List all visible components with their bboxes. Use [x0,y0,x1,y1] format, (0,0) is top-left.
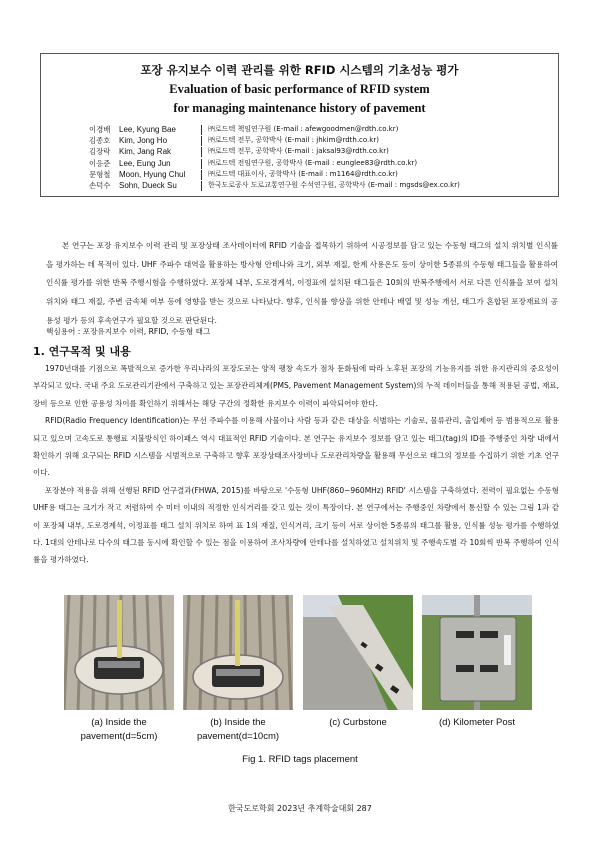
korean-title: 포장 유지보수 이력 관리를 위한 RFID 시스템의 기초성능 평가 [140,63,459,77]
author-english-name: Kim, Jang Rak [119,147,172,157]
author-row [89,135,549,146]
english-title-line2: for managing maintenance history of pavement [173,101,426,115]
page-footer: 한국도로학회 2023년 추계학술대회 287 [228,804,372,813]
author-korean-name: 김장락 [89,147,111,157]
photo-pavement-10cm [183,595,293,710]
author-affiliation: ㈜로드텍 책임연구원 (E-mail : afewgoodmen@rdth.co.kr) [208,125,399,133]
author-row [89,158,549,169]
author-row [89,180,549,191]
author-english-name: Lee, Kyung Bae [119,125,176,134]
photo-kilometer-post [422,595,532,710]
author-list [89,124,549,191]
author-affiliation: ㈜로드텍 전무, 공학박사 (E-mail : jaksal93@rdth.co.kr) [208,147,389,156]
figure-caption: Fig 1. RFID tags placement [242,754,358,765]
title-box [40,53,559,197]
author-english-name: Lee, Eung Jun [119,158,171,168]
author-korean-name: 김종호 [89,136,111,146]
photo-curbstone [303,595,413,710]
author-korean-name: 이경배 [89,125,111,134]
caption-c: (c) Curbstone [329,717,387,728]
paragraph: 포장분야 적용을 위해 선행된 RFID 연구결과(FHWA, 2015)를 바탕으로 '수동형 UHF(860~960MHz) RFID' 시스템을 구축하였다. 전력이 필요없는 수동형 UHF용 태그는 크기가 작고 저렴하여 수 미터 이내의 적정한 인식거리를 갖고 있는 것이 특장이다. 본 연구에서는 주행중인 차량에서 통신할 수 있는 그림 1과 같이 포장체 내부, 도로경계석, 이정표를 태그 설치 위치로 하여 표 1의 재질, 인식거리, 크기 등이 서로 상이한 5종류의 태그를 활용, 인식률 성능 평가를 수행하였다. 1대의 안테나로 다수의 태그를 동시에 확인할 수 있는 점을 이용하여 조사차량에 안테나를 설치하였고 설치위치 및 주행속도별 각 10회씩 반복 주행하여 인식률을 평가하였다. [33,485,559,565]
author-affiliation: ㈜로드텍 전임연구원, 공학박사 (E-mail : eunglee83@rdth.co.kr) [208,158,418,167]
caption-d: (d) Kilometer Post [438,717,516,728]
abstract: 본 연구는 포장 유지보수 이력 관리 및 포장상태 조사데이터에 RFID 기술을 접목하기 위하여 시공정보를 담고 있는 수동형 태그의 설치 위치별 인식률을 평가하는 데 목적이 있다. UHF 주파수 대역을 활용하는 방사형 안테나와 크기, 외부 재질, 한계 사용온도 등이 상이한 5종류의 수동형 태그들을 활용하여 인식률 평가를 위한 반복 주행시험을 수행하였다. 포장체 내부, 도로경계석, 이정표에 설치된 태그들은 10회의 반복주행에서 서로 다른 인식률을 보여 설치 위치와 태그 재질, 주변 금속체 여부 등에 영향을 받는 것으로 나타났다. 향후, 인식률 향상을 위한 안테나 배열 및 성능 개선, 태그가 혼합된 포장재료의 공용성 평가 등의 후속연구가 필요할 것으로 판단된다. [46,241,558,325]
author-affiliation: ㈜로드텍 대표이사, 공학박사 (E-mail : m1164@rdth.co.kr) [208,169,398,178]
paragraph: 1970년대를 기점으로 폭발적으로 증가한 우리나라의 포장도로는 양적 팽창 속도가 점차 둔화됨에 따라 노후된 포장의 기능유지를 위한 유지관리의 중요성이 부각되고 있다. 국내 주요 도로관리기관에서 구축하고 있는 포장관리체계(PMS, Pavement Management System)의 누적 데이터들을 통해 적용된 공법, 재료, 장비 등으로 인한 공용성 차이를 확인하기 위해서는 해당 구간의 정확한 유지보수 이력이 파악되어야 한다. [33,364,559,408]
author-english-name: Moon, Hyung Chul [119,169,186,179]
author-english-name: Kim, Jong Ho [119,136,168,146]
author-row [89,124,549,135]
body-text [33,360,559,569]
english-title-line1: Evaluation of basic performance of RFID system [169,82,430,96]
author-row [89,146,549,157]
author-korean-name: 문형철 [89,169,111,179]
photo-pavement-5cm [64,595,174,710]
author-korean-name: 손덕수 [89,180,111,190]
keywords: 핵심용어 : 포장유지보수 이력, RFID, 수동형 태그 [46,327,211,336]
author-affiliation: 한국도로공사 도로교통연구원 수석연구원, 공학박사 (E-mail : mgsds@ex.co.kr) [208,180,460,189]
paragraph: RFID(Radio Frequency Identification)는 무선 주파수를 이용해 사물이나 사람 등과 같은 대상을 식별하는 기술로, 물류관리, 출입제어 등 범용적으로 활용되고 있으며 고속도로 통행료 지불방식인 하이패스 역시 대표적인 RFID 기술이다. 본 연구는 유지보수 정보를 담고 있는 태그(tag)의 ID를 주행중인 차량 내에서 확인하기 위해 요구되는 RFID 시스템을 시범적으로 구축하고 향후 포장상태조사장비나 도로관리차량을 활용해 무선으로 태그의 정보를 수집하기 위한 기초 연구이다. [33,416,559,478]
author-korean-name: 이응준 [89,158,111,168]
author-affiliation: ㈜로드텍 전무, 공학박사 (E-mail : jhkim@rdth.co.kr) [208,136,379,145]
section-title: 1. 연구목적 및 내용 [33,345,131,358]
caption-a: (a) Inside the pavement(d=5cm) [80,717,158,742]
author-row [89,169,549,180]
author-english-name: Sohn, Dueck Su [119,180,177,190]
caption-b: (b) Inside the pavement(d=10cm) [196,717,280,742]
